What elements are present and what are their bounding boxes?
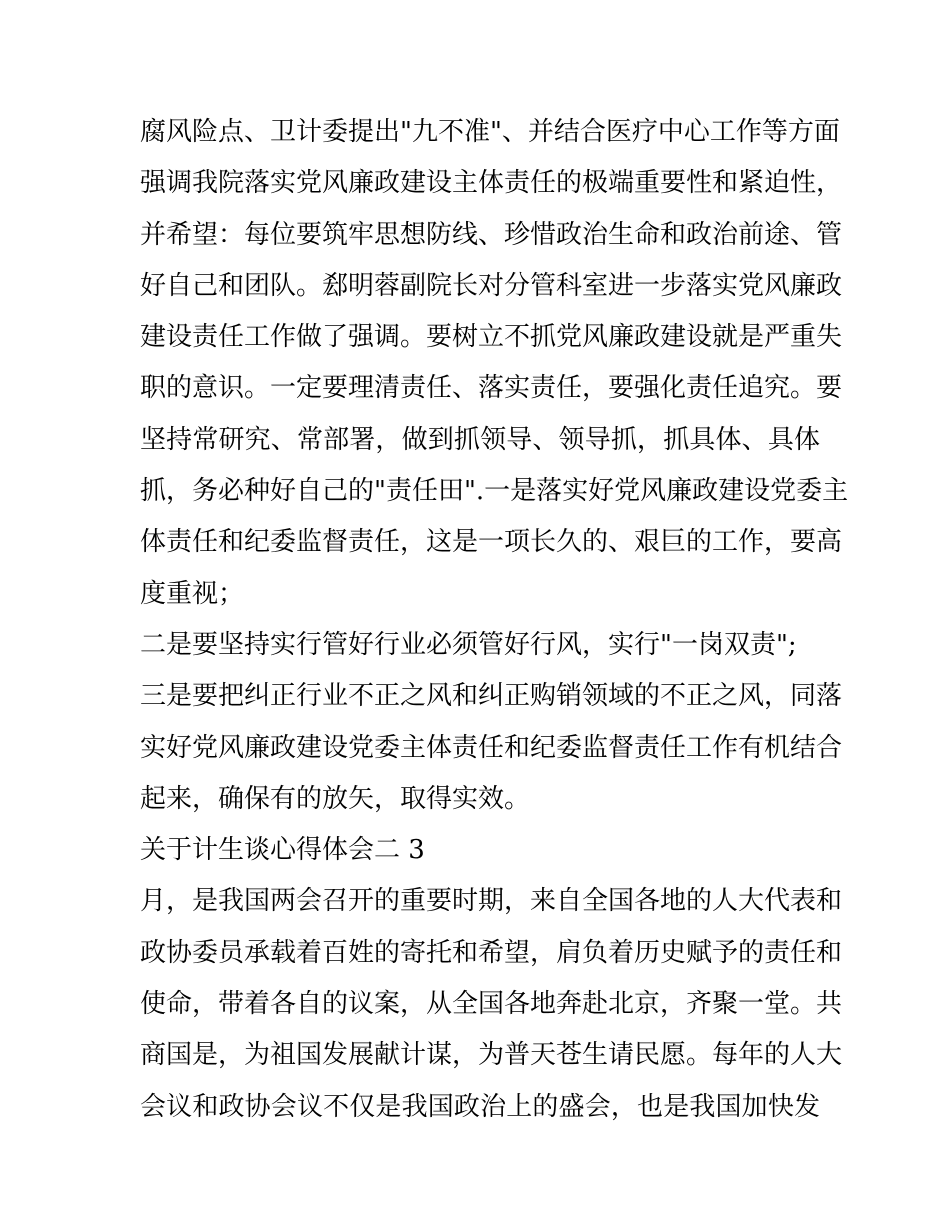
text-line: 使命，带着各自的议案，从全国各地奔赴北京，齐聚一堂。共 — [140, 989, 843, 1020]
text-line: 起来，确保有的放矢，取得实效。 — [140, 783, 531, 814]
text-line: 商国是，为祖国发展献计谋，为普天苍生请民愿。每年的人大 — [140, 1040, 843, 1071]
text-line: 体责任和纪委监督责任，这是一项长久的、艰巨的工作，要高 — [140, 527, 843, 558]
text-line: 强调我院落实党风廉政建设主体责任的极端重要性和紧迫性， — [140, 168, 843, 199]
text-line: 三是要把纠正行业不正之风和纠正购销领域的不正之风，同落 — [140, 681, 843, 712]
text-line: 度重视； — [140, 578, 245, 609]
text-line: 腐风险点、卫计委提出"九不准"、并结合医疗中心工作等方面 — [140, 117, 840, 147]
text-line: 实好党风廉政建设党委主体责任和纪委监督责任工作有机结合 — [140, 732, 843, 763]
text-line: 二是要坚持实行管好行业必须管好行风，实行"一岗双责"; — [140, 629, 797, 660]
text-line: 抓，务必种好自己的"责任田".一是落实好党风廉政建设党委主 — [140, 476, 849, 507]
document-body — [140, 107, 849, 1133]
text-line: 坚持常研究、常部署，做到抓领导、领导抓，抓具体、具体 — [140, 424, 820, 455]
text-line: 会议和政协会议不仅是我国政治上的盛会，也是我国加快发 — [140, 1091, 820, 1122]
text-line: 职的意识。一定要理清责任、落实责任，要强化责任追究。要 — [140, 373, 843, 404]
text-line: 关于计生谈心得体会二 3 — [140, 835, 425, 866]
text-line: 好自己和团队。郄明蓉副院长对分管科室进一步落实党风廉政 — [140, 270, 843, 301]
text-line: 并希望：每位要筑牢思想防线、珍惜政治生命和政治前途、管 — [140, 219, 843, 250]
text-line: 政协委员承载着百姓的寄托和希望，肩负着历史赋予的责任和 — [140, 937, 843, 968]
text-line: 建设责任工作做了强调。要树立不抓党风廉政建设就是严重失 — [140, 322, 843, 353]
text-line: 月，是我国两会召开的重要时期，来自全国各地的人大代表和 — [140, 886, 843, 917]
